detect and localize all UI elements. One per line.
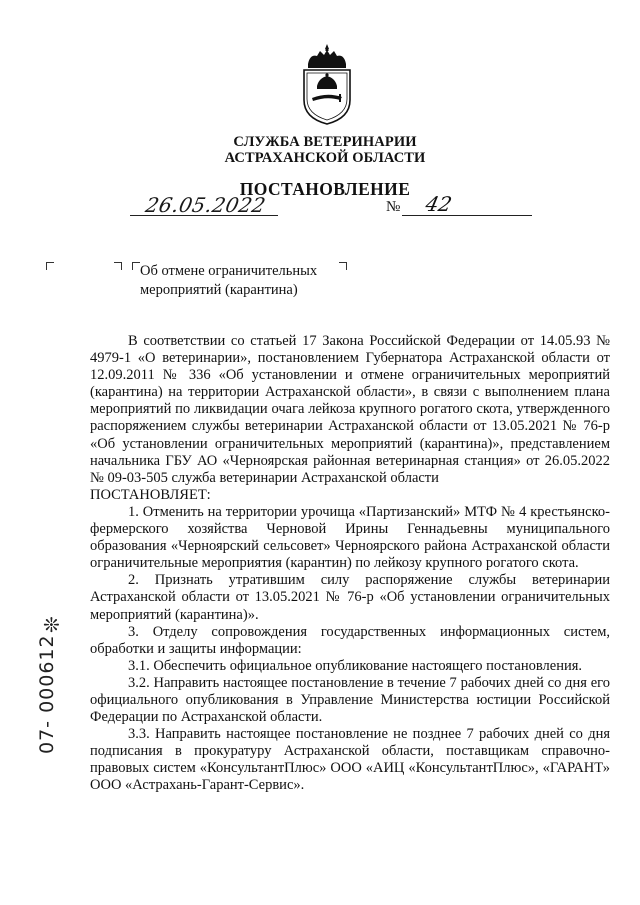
clause-3: 3. Отделу сопровождения государственных информационных систем, обработки и защиты информации: <box>90 623 610 657</box>
clause-1: 1. Отменить на территории урочища «Партизанский» МТФ № 4 крестьянско-фермерского хозяйства Черновой Ирины Геннадьевны муниципального образования «Черноярский сельсовет» Черноярского района Астраханской области ограничительные мероприятия (карантин) по лейкозу крупного рогатого скота. <box>90 503 610 572</box>
margin-corner-mark <box>114 262 122 270</box>
number-sign: № <box>386 199 401 215</box>
document-date: 26.05.2022 <box>143 193 269 217</box>
document-type-title: ПОСТАНОВЛЕНИЕ <box>239 179 411 199</box>
margin-star-mark: ❊ <box>43 613 60 637</box>
organization-name-line2: АСТРАХАНСКОЙ ОБЛАСТИ <box>224 150 426 166</box>
astrakhan-coat-of-arms-icon <box>300 42 354 126</box>
resolves-heading: ПОСТАНОВЛЯЕТ: <box>90 486 211 503</box>
registration-code: 07- 000612 <box>36 634 58 754</box>
document-number: 42 <box>423 192 455 216</box>
document-body <box>90 333 610 795</box>
subject-line1: Об отмене ограничительных <box>140 263 318 279</box>
clause-3-3: 3.3. Направить настоящее постановление не позднее 7 рабочих дней со дня подписания в прокуратуру Астраханской области, поставщикам справочно-правовых систем «КонсультантПлюс» ООО «АИЦ «КонсультантПлюс», «ГАРАНТ» ООО «Астрахань-Гарант-Сервис». <box>90 726 610 794</box>
subject-corner-mark <box>132 262 140 270</box>
clause-2: 2. Признать утратившим силу распоряжение службы ветеринарии Астраханской области от 13.05.2021 № 76-р «Об установлении ограничительных мероприятий (карантина)». <box>90 572 610 623</box>
preamble-paragraph: В соответствии со статьей 17 Закона Российской Федерации от 14.05.93 № 4979-1 «О ветеринарии», постановлением Губернатора Астраханской области от 12.09.2011 № 336 «Об установлении и отмене ограничительных мероприятий (карантина) на территории Астраханской области», в связи с выполнением плана мероприятий по ликвидации очага лейкоза крупного рогатого скота, утвержденного распоряжением службы ветеринарии Астраханской области от 13.05.2021 № 76-р «Об установлении ограничительных мероприятий (карантина)», представлением начальника ГБУ АО «Черноярская районная ветеринарная станция» от 26.05.2022 № 09-03-505 служба ветеринарии Астраханской области <box>90 333 610 486</box>
margin-corner-mark <box>46 262 54 270</box>
clause-3-1: 3.1. Обеспечить официальное опубликование настоящего постановления. <box>128 657 583 674</box>
clause-3-2: 3.2. Направить настоящее постановление в течение 7 рабочих дней со дня его официального опубликования в Управление Министерства юстиции Российской Федерации по Астраханской области. <box>90 674 610 726</box>
document-subject <box>140 262 360 300</box>
organization-name-line1: СЛУЖБА ВЕТЕРИНАРИИ <box>233 134 417 150</box>
number-underline <box>402 199 532 216</box>
subject-line2: мероприятий (карантина) <box>140 282 298 298</box>
